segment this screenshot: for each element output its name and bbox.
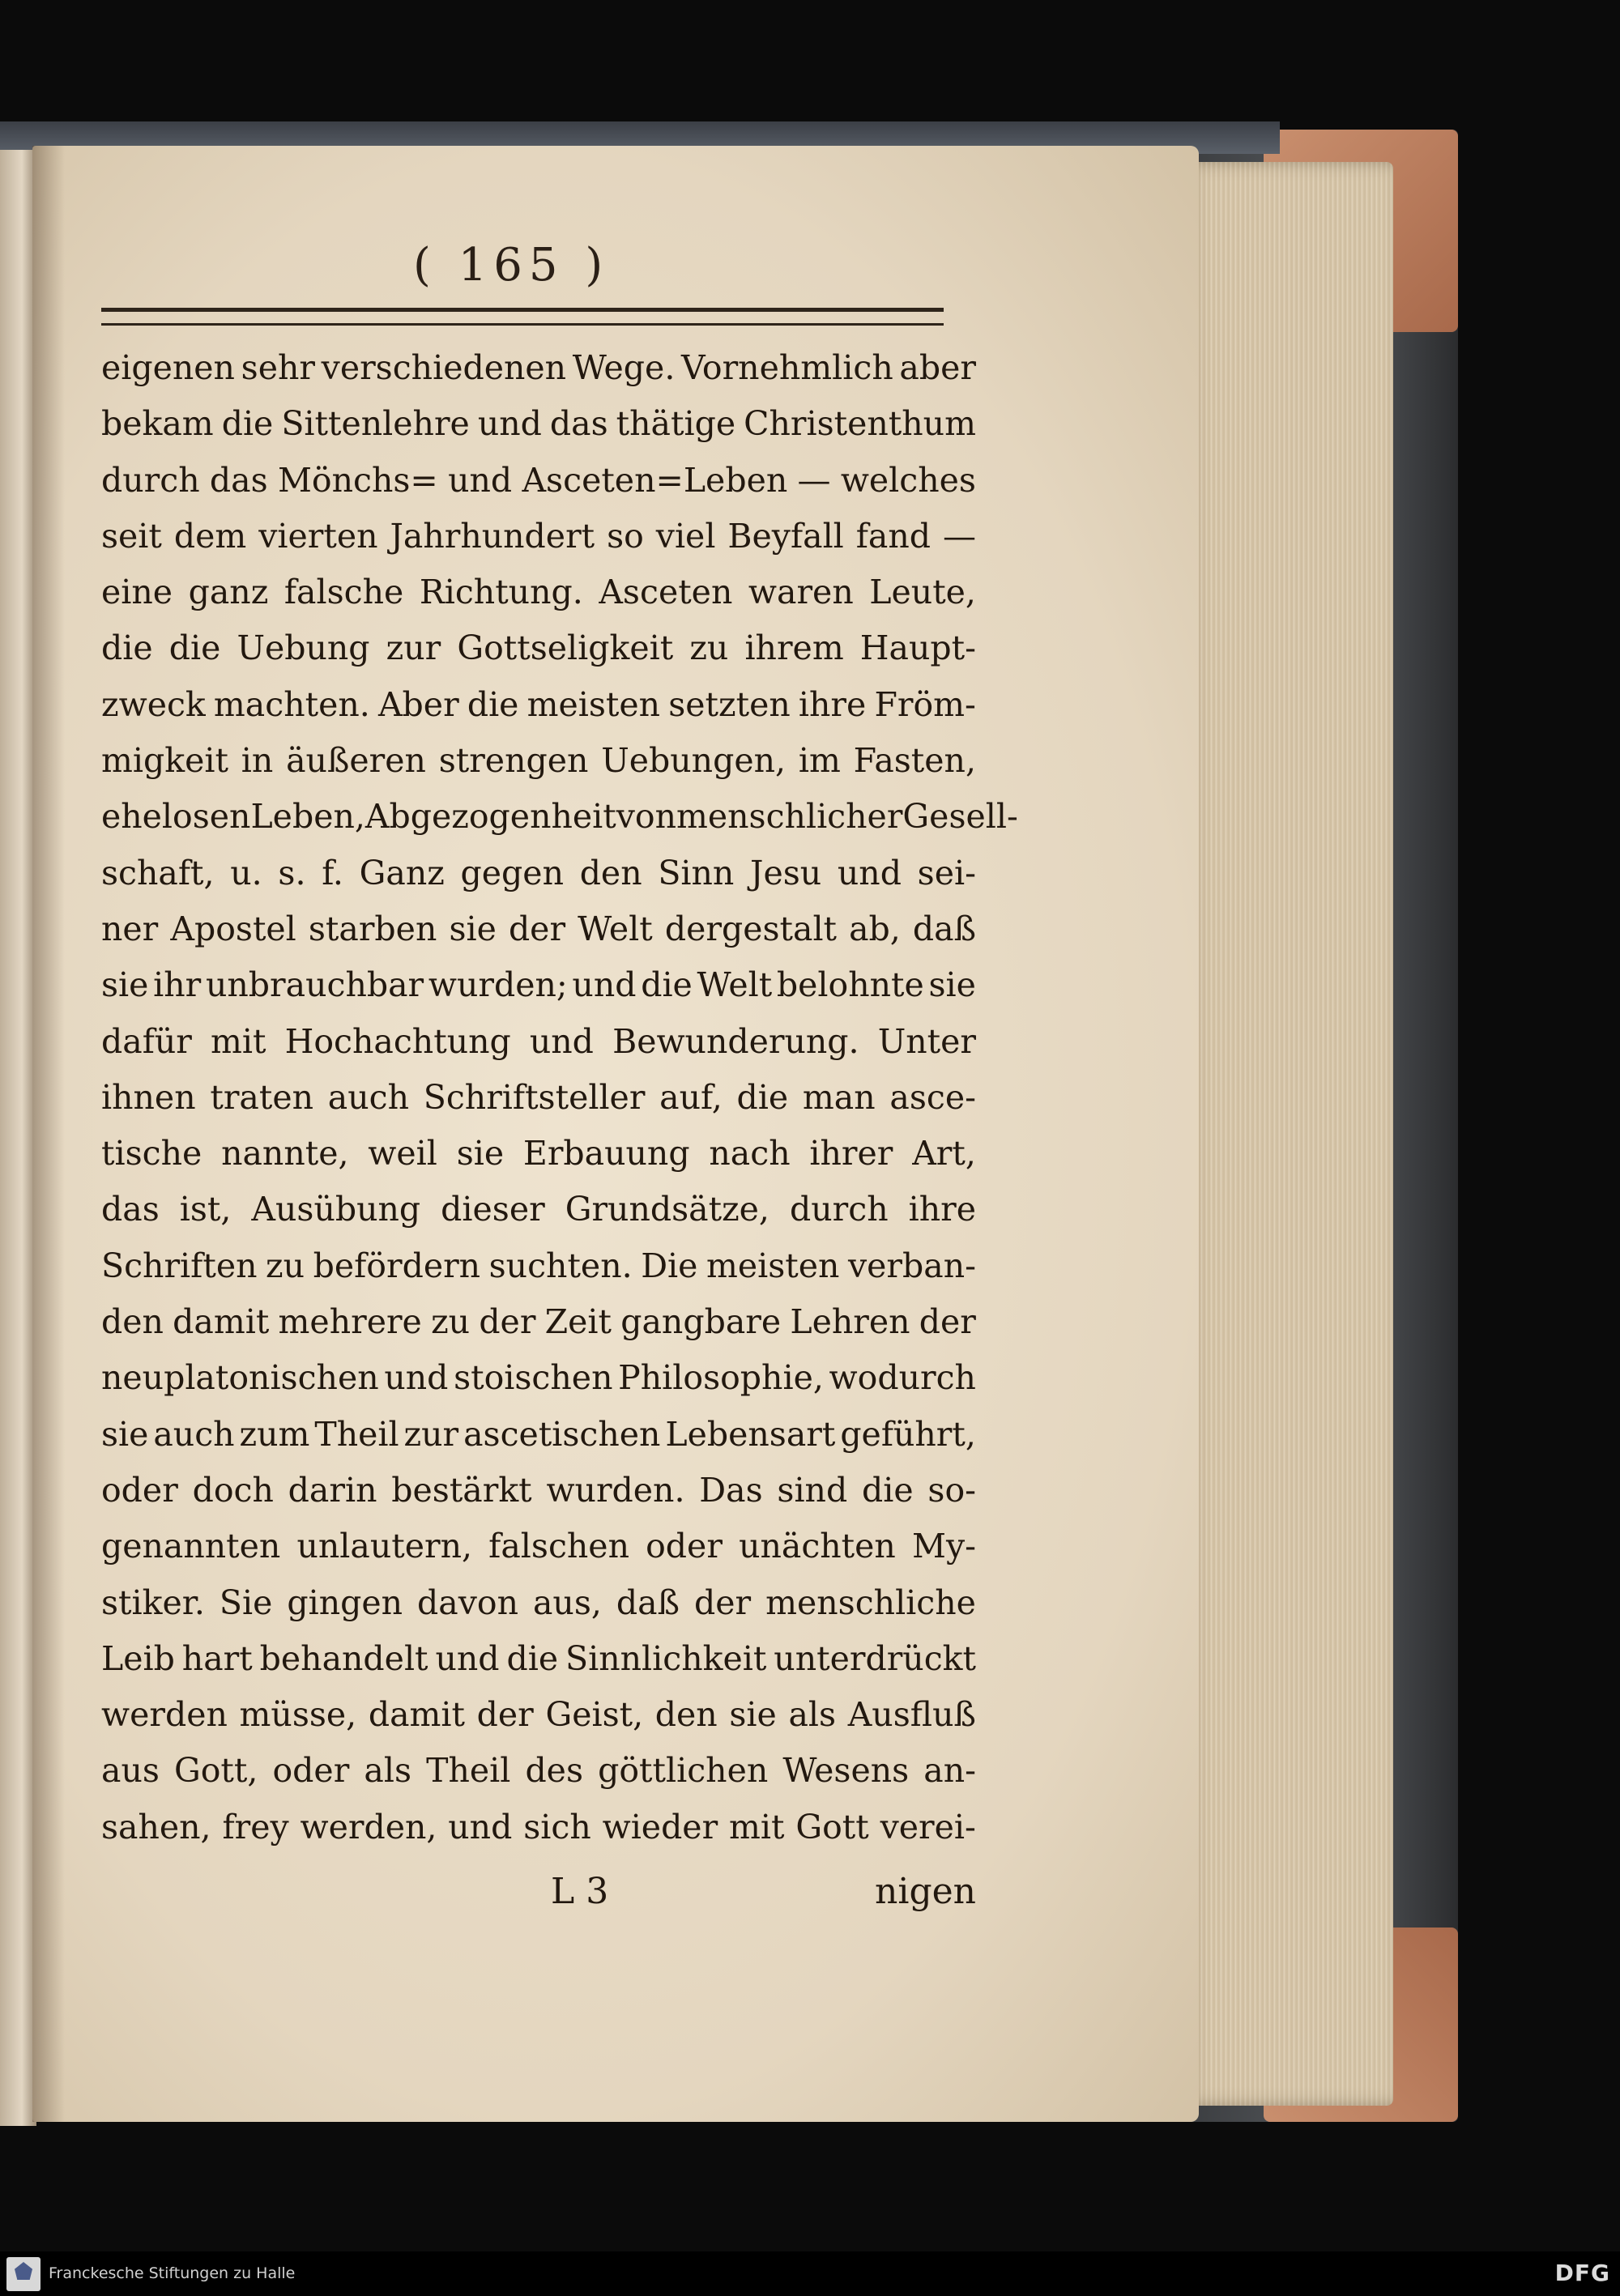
page-footer	[101, 1871, 976, 1919]
text-line: sie auch zum Theil zur ascetischen Lebensart geführt,	[101, 1414, 976, 1454]
text-line: genannten unlautern, falschen oder unächten My-	[101, 1527, 976, 1566]
header-rule	[101, 308, 944, 326]
text-line: bekam die Sittenlehre und das thätige Christenthum	[101, 404, 976, 444]
page-edges	[1183, 162, 1393, 2106]
text-line: den damit mehrere zu der Zeit gangbare Lehren der	[101, 1302, 976, 1342]
text-line: aus Gott, oder als Theil des göttlichen Wesens an-	[101, 1751, 976, 1791]
text-line: sahen, frey werden, und sich wieder mit Gott verei-	[101, 1807, 976, 1847]
text-line: stiker. Sie gingen davon aus, daß der menschliche	[101, 1582, 976, 1622]
page-gutter	[32, 146, 65, 2122]
body-text	[101, 340, 1018, 1855]
credit-text: Franckesche Stiftungen zu Halle	[49, 2264, 296, 2282]
text-line: tische nannte, weil sie Erbauung nach ihrer Art,	[101, 1134, 976, 1174]
text-line: Leib hart behandelt und die Sinnlichkeit unterdrückt	[101, 1638, 976, 1678]
text-line: schaft, u. s. f. Ganz gegen den Sinn Jesu und sei-	[101, 853, 976, 892]
text-line: oder doch darin bestärkt wurden. Das sind die so-	[101, 1470, 976, 1510]
text-line: zweck machten. Aber die meisten setzten ihre Fröm-	[101, 684, 976, 724]
text-line: ihnen traten auch Schriftsteller auf, die man asce-	[101, 1077, 976, 1117]
text-line: eigenen sehr verschiedenen Wege. Vornehmlich aber	[101, 348, 976, 387]
text-line: ner Apostel starben sie der Welt dergestalt ab, daß	[101, 909, 976, 948]
text-line: werden müsse, damit der Geist, den sie als Ausfluß	[101, 1695, 976, 1735]
text-line: migkeit in äußeren strengen Uebungen, im Fasten,	[101, 741, 976, 781]
text-line: durch das Mönchs= und Asceten=Leben — welches	[101, 460, 976, 500]
text-line: ehelosen Leben, Abgezogenheit von menschlicher Gesell-	[101, 797, 1018, 837]
signature-mark: L 3	[551, 1871, 609, 1912]
text-line: sie ihr unbrauchbar wurden; und die Welt belohnte sie	[101, 965, 976, 1005]
text-line: das ist, Ausübung dieser Grundsätze, durch ihre	[101, 1190, 976, 1229]
text-line: seit dem vierten Jahrhundert so viel Beyfall fand —	[101, 516, 976, 556]
catchword: nigen	[875, 1871, 976, 1912]
dfg-logo: DFG	[1554, 2260, 1610, 2286]
text-line: eine ganz falsche Richtung. Asceten waren Leute,	[101, 573, 976, 612]
text-line: neuplatonischen und stoischen Philosophie, wodurch	[101, 1358, 976, 1398]
text-line: Schriften zu befördern suchten. Die meisten verban-	[101, 1246, 976, 1285]
left-page-edge	[0, 150, 36, 2126]
text-line: dafür mit Hochachtung und Bewunderung. Unter	[101, 1021, 976, 1061]
text-line: die die Uebung zur Gottseligkeit zu ihrem Haupt-	[101, 628, 976, 668]
page-header: ( 165 )	[413, 239, 610, 292]
